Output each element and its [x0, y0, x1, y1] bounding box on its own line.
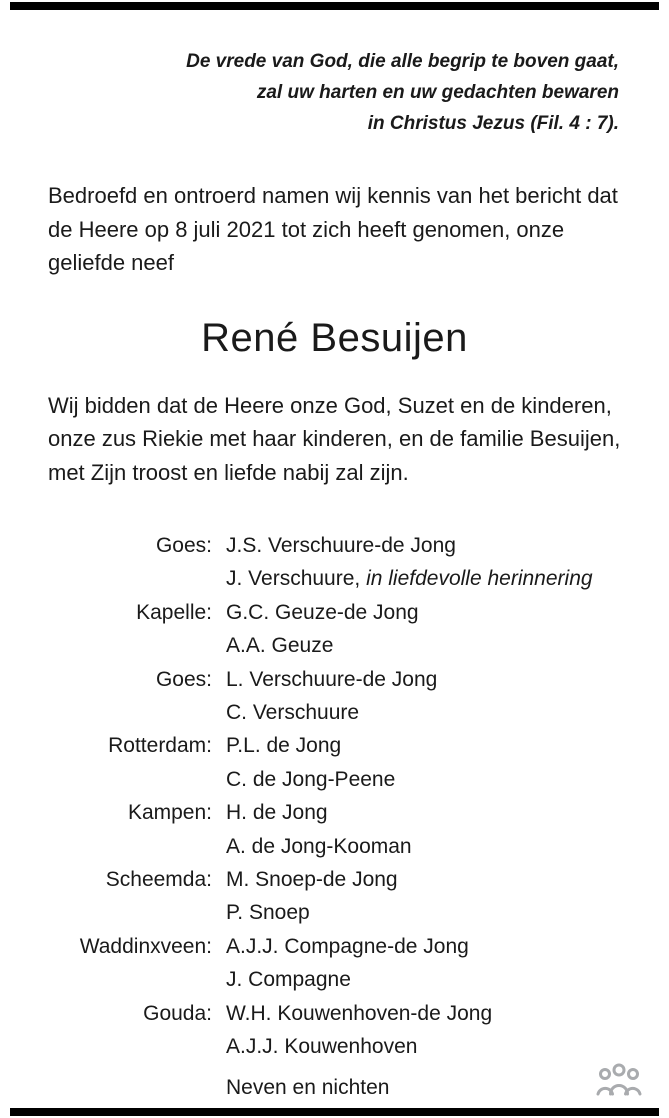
- mourner-name: G.C. Geuze-de Jong: [226, 600, 419, 624]
- mourner-place: Rotterdam:: [108, 734, 212, 758]
- mourner-place: [48, 629, 212, 662]
- mourner-row: [48, 1030, 621, 1063]
- mourner-name: J.S. Verschuure-de Jong: [226, 534, 456, 557]
- mourner-name: A.A. Geuze: [226, 634, 334, 658]
- mourner-note: in liefdevolle herinnering: [360, 567, 593, 591]
- mourner-row: [48, 596, 621, 629]
- prayer-paragraph: Wij bidden dat de Heere onze God, Suzet en de kinderen, onze zus Riekie met haar kinderen, en de familie Besuijen, met Zijn troost en liefde nabij zal zijn.: [48, 392, 621, 485]
- mourner-row: [48, 663, 621, 696]
- mourner-row: [48, 529, 621, 562]
- mourner-place: [48, 562, 212, 595]
- mourner-place: Goes:: [155, 667, 212, 691]
- mourner-name: C. Verschuure: [226, 701, 360, 725]
- mourner-place: Scheemda:: [105, 868, 212, 892]
- quote-line-2: zal uw harten en uw gedachten bewaren: [256, 82, 619, 103]
- mourner-name: J. Verschuure, in liefdevolle herinnering: [226, 567, 593, 591]
- mourner-row: [48, 763, 621, 796]
- mourner-name: A. de Jong-Kooman: [226, 834, 412, 858]
- three-people-logo-icon: [595, 1060, 643, 1100]
- deceased-name: René Besuijen: [201, 315, 468, 360]
- mourner-name: P. Snoep: [226, 901, 310, 925]
- mourner-place: [48, 1030, 212, 1063]
- quote-line-3: in Christus Jezus (Fil. 4 : 7).: [367, 113, 619, 134]
- quote-line-1: De vrede van God, die alle begrip te boven gaat,: [186, 51, 619, 72]
- mourner-place: Kampen:: [127, 801, 212, 825]
- mourner-name: M. Snoep-de Jong: [226, 868, 398, 892]
- mourner-name: A.J.J. Compagne-de Jong: [226, 934, 469, 958]
- mourner-row: [48, 896, 621, 929]
- mourner-name: C. de Jong-Peene: [226, 767, 396, 791]
- mourner-name: J. Compagne: [226, 968, 351, 992]
- mourner-row: [48, 930, 621, 963]
- mourner-name: A.J.J. Kouwenhoven: [226, 1035, 418, 1059]
- mourner-place: [48, 763, 212, 796]
- mourner-name: W.H. Kouwenhoven-de Jong: [226, 1001, 493, 1025]
- mourner-name: H. de Jong: [226, 801, 328, 825]
- mourner-row: [48, 629, 621, 662]
- mourner-row: [48, 830, 621, 863]
- mourner-place: Goes:: [155, 534, 212, 557]
- scripture-quote: [48, 46, 619, 139]
- mourner-place: [48, 696, 212, 729]
- mourner-name: L. Verschuure-de Jong: [226, 667, 438, 691]
- mourner-row: [48, 796, 621, 829]
- mourner-row: [48, 863, 621, 896]
- mourner-place: [48, 830, 212, 863]
- obituary-page: [10, 2, 659, 1116]
- mourner-row: [48, 562, 621, 595]
- mourner-row: [48, 997, 621, 1030]
- mourner-row: [48, 963, 621, 996]
- mourners-list: [48, 529, 621, 1064]
- mourner-place: [48, 896, 212, 929]
- mourner-place: Waddinxveen:: [79, 934, 212, 958]
- closing-text: Neven en nichten: [226, 1075, 390, 1099]
- mourner-row: [48, 729, 621, 762]
- mourner-place: Kapelle:: [136, 600, 212, 624]
- intro-paragraph: Bedroefd en ontroerd namen wij kennis van het bericht dat de Heere op 8 juli 2021 tot zich heeft genomen, onze geliefde neef: [48, 183, 618, 275]
- mourner-row: [48, 696, 621, 729]
- mourner-place: Gouda:: [143, 1001, 212, 1025]
- mourner-place: [48, 963, 212, 996]
- closing-row: [226, 1071, 621, 1104]
- mourner-name: P.L. de Jong: [226, 734, 342, 758]
